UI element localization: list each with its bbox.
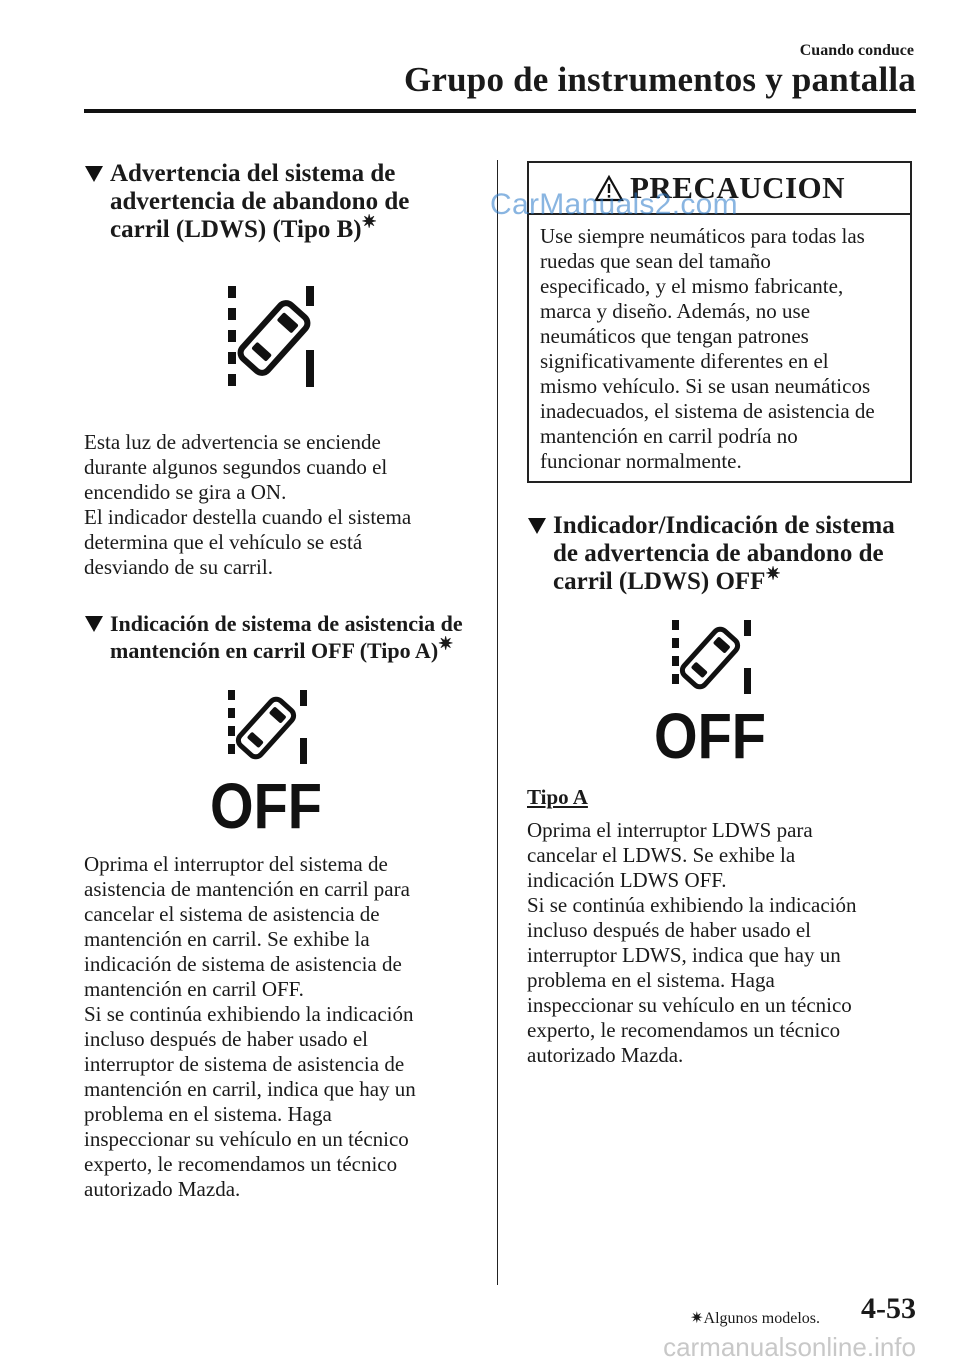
text-line: problema en el sistema. Haga bbox=[527, 968, 775, 992]
footnote-text: Algunos modelos. bbox=[703, 1310, 820, 1327]
text-line: significativamente diferentes en el bbox=[540, 349, 829, 373]
text-line: durante algunos segundos cuando el bbox=[84, 455, 388, 479]
lane-keep-off-icon bbox=[208, 690, 324, 842]
text-line: determina que el vehículo se está bbox=[84, 530, 363, 554]
triangle-bullet-icon bbox=[527, 516, 547, 536]
triangle-bullet-icon bbox=[84, 614, 104, 634]
text-line: Oprima el interruptor LDWS para bbox=[527, 818, 813, 842]
text-line: Use siempre neumáticos para todas las bbox=[540, 224, 865, 248]
text-line: problema en el sistema. Haga bbox=[84, 1102, 332, 1126]
paragraph-lane-keep-off bbox=[84, 852, 484, 1202]
footnote bbox=[690, 1308, 820, 1328]
text-line: interruptor LDWS, indica que hay un bbox=[527, 943, 841, 967]
text-line: mantención en carril, indica que hay un bbox=[84, 1077, 416, 1101]
text-line: cancelar el LDWS. Se exhibe la bbox=[527, 843, 796, 867]
heading-line: Advertencia del sistema de bbox=[110, 160, 396, 187]
caution-text bbox=[529, 215, 910, 474]
header-rule bbox=[84, 109, 916, 113]
text-line: encendido se gira a ON. bbox=[84, 480, 287, 504]
heading-line: carril (LDWS) (Tipo B) bbox=[110, 216, 362, 243]
text-line: inadecuados, el sistema de asistencia de bbox=[540, 399, 875, 423]
text-line: experto, le recomendamos un técnico bbox=[527, 1018, 841, 1042]
text-line: inspeccionar su vehículo en un técnico bbox=[84, 1127, 409, 1151]
text-line: incluso después de haber usado el bbox=[527, 918, 812, 942]
column-divider bbox=[497, 160, 498, 1285]
text-line: mantención en carril. Se exhibe la bbox=[84, 927, 370, 951]
paragraph-ldws-warning bbox=[84, 430, 484, 580]
text-line: indicación de sistema de asistencia de bbox=[84, 952, 402, 976]
heading-ldws-warning-type-b bbox=[84, 160, 510, 244]
section-title: Cuando conduce bbox=[799, 42, 914, 59]
text-line: interruptor de sistema de asistencia de bbox=[84, 1052, 405, 1076]
text-line: especificado, y el mismo fabricante, bbox=[540, 274, 844, 298]
heading-line: carril (LDWS) OFF bbox=[553, 568, 766, 595]
text-line: Si se continúa exhibiendo la indicación bbox=[84, 1002, 414, 1026]
watermark-text: CarManuals2.com bbox=[490, 188, 738, 221]
off-label: OFF bbox=[210, 770, 322, 842]
footnote-star: ✷ bbox=[690, 1310, 704, 1327]
text-line: funcionar normalmente. bbox=[540, 449, 742, 473]
optional-model-star: ✷ bbox=[438, 633, 454, 654]
text-line: mantención en carril podría no bbox=[540, 424, 798, 448]
text-line: neumáticos que tengan patrones bbox=[540, 324, 809, 348]
heading-ldws-off bbox=[527, 512, 953, 596]
text-line: ruedas que sean del tamaño bbox=[540, 249, 771, 273]
caution-title: PRECAUCION bbox=[629, 170, 846, 205]
text-line: mismo vehículo. Si se usan neumáticos bbox=[540, 374, 871, 398]
text-line: desviando de su carril. bbox=[84, 555, 273, 579]
heading-lane-keep-off-type-a bbox=[84, 610, 510, 664]
page-number: 4-53 bbox=[861, 1292, 916, 1325]
text-line: El indicador destella cuando el sistema bbox=[84, 505, 412, 529]
text-line: Esta luz de advertencia se enciende bbox=[84, 430, 381, 454]
heading-line: Indicador/Indicación de sistema bbox=[553, 512, 895, 539]
triangle-bullet-icon bbox=[84, 164, 104, 184]
text-line: incluso después de haber usado el bbox=[84, 1027, 369, 1051]
optional-model-star: ✷ bbox=[361, 211, 377, 232]
heading-line: mantención en carril OFF (Tipo A) bbox=[110, 638, 439, 663]
heading-line: Indicación de sistema de asistencia de bbox=[110, 611, 463, 636]
type-label: Tipo A bbox=[527, 785, 588, 809]
text-line: asistencia de mantención en carril para bbox=[84, 877, 410, 901]
heading-line: de advertencia de abandono de bbox=[553, 540, 884, 567]
text-line: marca y diseño. Además, no use bbox=[540, 299, 811, 323]
text-line: indicación LDWS OFF. bbox=[527, 868, 727, 892]
text-line: autorizado Mazda. bbox=[527, 1043, 684, 1067]
text-line: autorizado Mazda. bbox=[84, 1177, 241, 1201]
off-label: OFF bbox=[654, 700, 766, 772]
text-line: mantención en carril OFF. bbox=[84, 977, 304, 1001]
text-line: Oprima el interruptor del sistema de bbox=[84, 852, 388, 876]
heading-line: advertencia de abandono de bbox=[110, 188, 410, 215]
lane-departure-warning-icon bbox=[228, 286, 318, 388]
text-line: inspeccionar su vehículo en un técnico bbox=[527, 993, 852, 1017]
optional-model-star: ✷ bbox=[765, 563, 781, 584]
text-line: experto, le recomendamos un técnico bbox=[84, 1152, 398, 1176]
ldws-off-icon bbox=[652, 620, 768, 772]
text-line: Si se continúa exhibiendo la indicación bbox=[527, 893, 857, 917]
page-title: Grupo de instrumentos y pantalla bbox=[403, 60, 916, 99]
text-line: cancelar el sistema de asistencia de bbox=[84, 902, 380, 926]
footer-watermark: carmanualsonline.info bbox=[663, 1332, 916, 1362]
paragraph-ldws-off bbox=[527, 818, 927, 1068]
